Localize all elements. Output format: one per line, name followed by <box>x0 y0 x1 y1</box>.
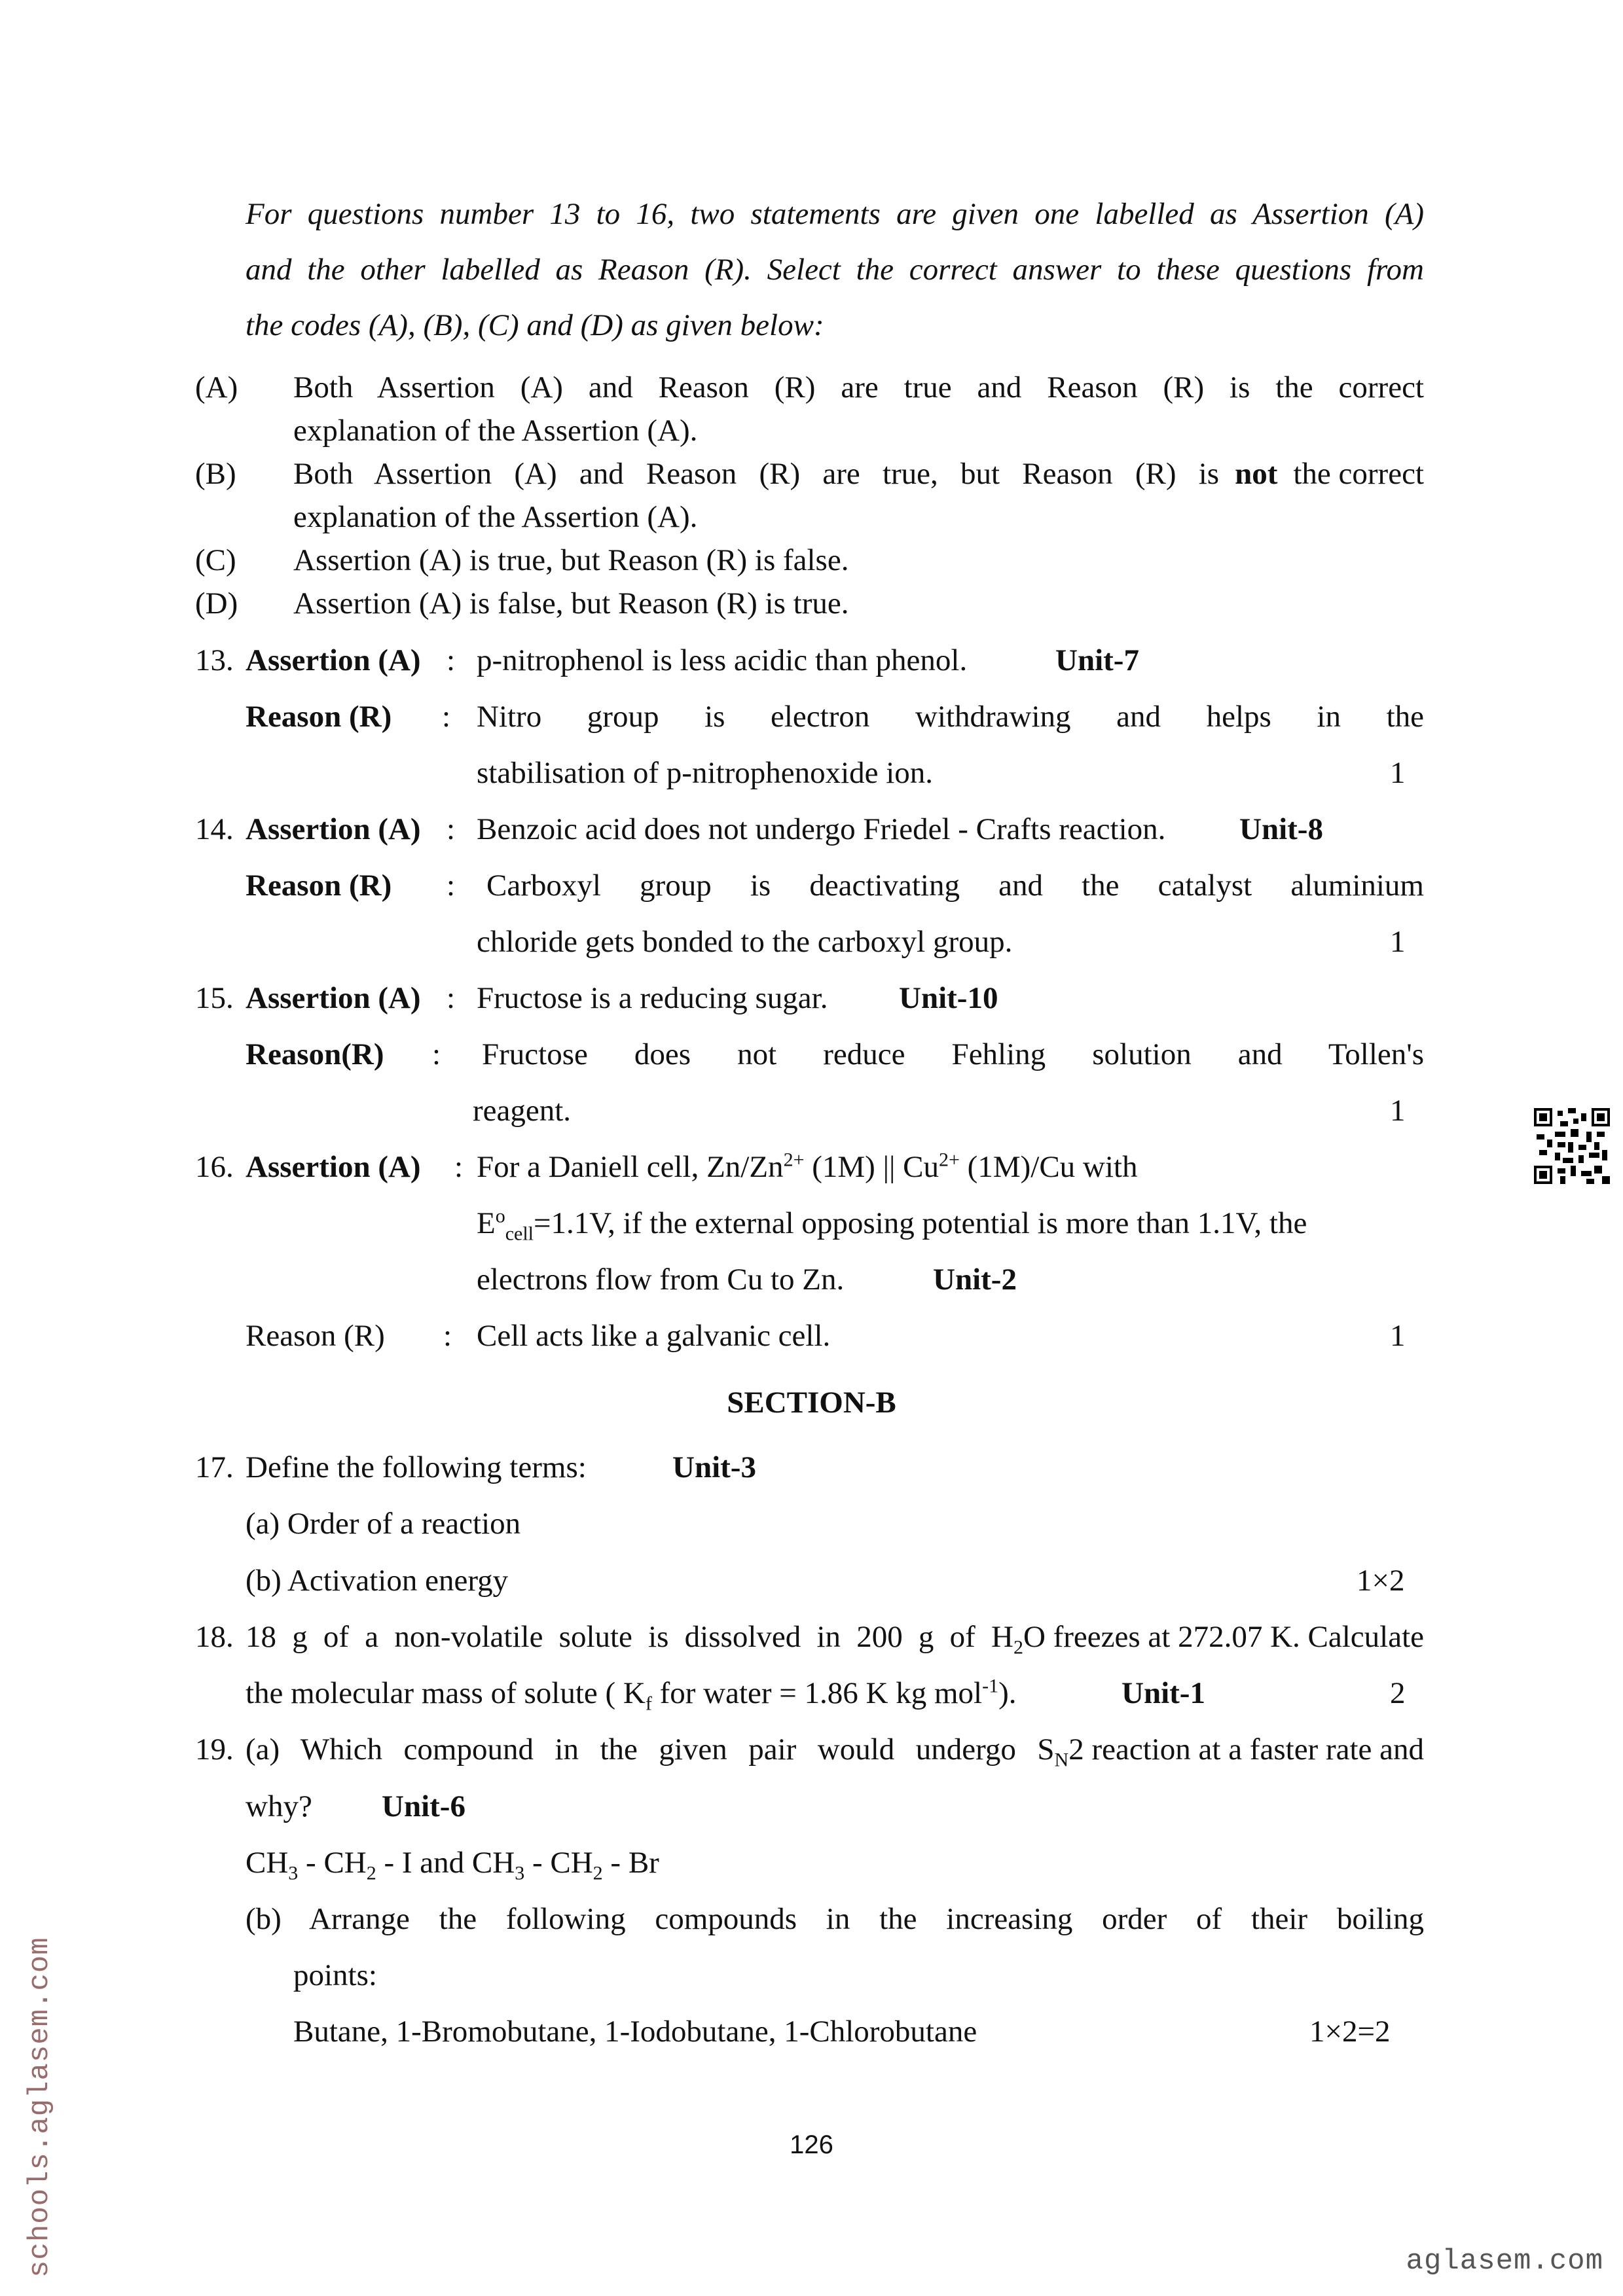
q19-chem-d: - CH <box>524 1846 593 1880</box>
q14-unit: Unit-8 <box>1239 812 1323 846</box>
code-a-line-2: explanation of the Assertion (A). <box>293 414 698 448</box>
code-d-text: Assertion (A) is false, but Reason (R) is true. <box>293 586 849 620</box>
q19-chem-pair <box>246 1845 659 1884</box>
q14-assertion-text: Benzoic acid does not undergo Friedel - Crafts reaction. <box>477 812 1166 846</box>
q16-unit: Unit-2 <box>933 1263 1017 1297</box>
q18-l2-b: for water = 1.86 K kg mol <box>651 1676 983 1710</box>
q18-number: 18. <box>195 1620 234 1654</box>
q19-chem-s4: 2 <box>593 1862 603 1884</box>
q13-number: 13. <box>195 643 234 677</box>
q18-l1-a: 18 g of a non-volatile solute is dissolved in 200 g of H <box>246 1620 1013 1654</box>
q19-a-l1-a: (a) Which compound in the given pair would undergo S <box>246 1732 1055 1767</box>
side-watermark: schools.aglasem.com <box>24 1937 56 2278</box>
q19-unit: Unit-6 <box>382 1789 465 1823</box>
q19-number: 19. <box>195 1732 234 1767</box>
q17-marks: 1×2 <box>1357 1564 1405 1598</box>
q18-l2-a: the molecular mass of solute ( K <box>246 1676 646 1710</box>
q18-l1-a-wrap <box>246 1619 1013 1655</box>
q16-reason-label: Reason (R) <box>246 1319 385 1353</box>
q14-colon-a: : <box>447 812 456 846</box>
q18-marks: 2 <box>1390 1676 1406 1710</box>
q13-colon-a: : <box>447 643 456 677</box>
q19-chem-s3: 3 <box>515 1862 525 1884</box>
q13-assertion-text: p-nitrophenol is less acidic than phenol. <box>477 643 968 677</box>
code-c-text: Assertion (A) is true, but Reason (R) is false. <box>293 543 849 577</box>
code-b-text-post: the correct <box>1293 457 1424 491</box>
q16-colon-a: : <box>454 1150 464 1184</box>
q19-chem-s2: 2 <box>366 1862 376 1884</box>
q19-marks: 1×2=2 <box>1309 2015 1391 2049</box>
q19-chem-s1: 3 <box>288 1862 299 1884</box>
q15-colon-a: : <box>447 981 456 1015</box>
code-b-line-2: explanation of the Assertion (A). <box>293 500 698 534</box>
q16-a-l1-sup2: 2+ <box>939 1149 960 1171</box>
code-label-b: (B) <box>195 457 236 491</box>
q18-l1-sub: 2 <box>1013 1636 1023 1659</box>
q18-l1-tail <box>1013 1619 1424 1659</box>
q17-part-a: (a) Order of a reaction <box>246 1507 521 1541</box>
q15-colon-r: : <box>432 1037 441 1071</box>
q16-a-l2-sup: o <box>495 1205 505 1227</box>
q16-a-l2-sub: cell <box>505 1223 534 1245</box>
q16-a-l2-a: E <box>477 1206 496 1240</box>
q14-reason-line-2: chloride gets bonded to the carboxyl group. <box>477 925 1013 959</box>
q18-line-1 <box>246 1619 1424 1659</box>
bottom-watermark: aglasem.com <box>1406 2245 1603 2278</box>
q19-a-l1-a-wrap <box>246 1732 1055 1767</box>
q16-assertion-line-1 <box>477 1149 1137 1185</box>
code-b-text-pre: Both Assertion (A) and Reason (R) are true, but Reason (R) is <box>293 457 1220 491</box>
q13-reason-line-1: Nitro group is electron withdrawing and helps in the <box>477 700 1424 734</box>
q18-l2-sub: f <box>645 1693 652 1715</box>
instruction-line-2: and the other labelled as Reason (R). Select the correct answer to these questions from <box>246 253 1424 287</box>
q16-colon-r: : <box>443 1319 452 1353</box>
qr-code-icon <box>1534 1108 1610 1184</box>
q16-a-l1-c: (1M)/Cu with <box>959 1150 1138 1184</box>
q14-number: 14. <box>195 812 234 846</box>
q19-b-line-3: Butane, 1-Bromobutane, 1-Iodobutane, 1-Chlorobutane <box>293 2015 977 2049</box>
q14-reason-line-1: Carboxyl group is deactivating and the catalyst aluminium <box>486 869 1424 903</box>
q17-unit: Unit-3 <box>672 1450 756 1484</box>
q19-chem-a: CH <box>246 1846 289 1880</box>
q16-a-l2-b: =1.1V, if the external opposing potential is more than 1.1V, the <box>534 1206 1307 1240</box>
q16-assertion-line-2 <box>477 1205 1307 1245</box>
q14-assertion-label: Assertion (A) <box>246 812 421 846</box>
q18-l2-c: ). <box>998 1676 1017 1710</box>
code-label-a: (A) <box>195 370 238 404</box>
code-b-not: not <box>1235 457 1278 491</box>
q15-assertion-label: Assertion (A) <box>246 981 421 1015</box>
q14-colon-r: : <box>447 869 456 903</box>
page-number: 126 <box>790 2130 833 2159</box>
q15-reason-line-2: reagent. <box>473 1094 572 1128</box>
q13-colon-r: : <box>442 700 451 734</box>
q13-reason-line-2: stabilisation of p-nitrophenoxide ion. <box>477 756 934 790</box>
q18-line-2 <box>246 1675 1017 1715</box>
q19-a-line-2: why? <box>246 1789 312 1823</box>
q15-marks: 1 <box>1390 1094 1406 1128</box>
q19-chem-c: - I and CH <box>376 1846 515 1880</box>
code-label-c: (C) <box>195 543 236 577</box>
q19-b-line-1: (b) Arrange the following compounds in the increasing order of their boiling <box>246 1902 1424 1936</box>
q16-a-l1-a: For a Daniell cell, Zn/Zn <box>477 1150 784 1184</box>
q18-l2-sup: -1 <box>982 1675 999 1697</box>
q19-a-line-1 <box>246 1732 1424 1771</box>
q18-unit: Unit-1 <box>1122 1676 1205 1710</box>
q17-text: Define the following terms: <box>246 1450 587 1484</box>
code-label-d: (D) <box>195 586 238 620</box>
q18-l1-b: O freezes at 272.07 K. Calculate <box>1023 1620 1424 1654</box>
q16-number: 16. <box>195 1150 234 1184</box>
q19-a-l1-b: 2 reaction at a faster rate and <box>1068 1732 1424 1767</box>
q16-a-l1-sup1: 2+ <box>783 1149 805 1171</box>
q13-unit: Unit-7 <box>1055 643 1139 677</box>
q19-chem-b: - CH <box>298 1846 367 1880</box>
section-b-heading: SECTION-B <box>727 1386 896 1420</box>
instruction-line-3: the codes (A), (B), (C) and (D) as given below: <box>246 308 824 342</box>
q17-number: 17. <box>195 1450 234 1484</box>
q14-marks: 1 <box>1390 925 1406 959</box>
q15-number: 15. <box>195 981 234 1015</box>
q15-reason-line-1: Fructose does not reduce Fehling solution and Tollen's <box>482 1037 1424 1071</box>
q13-reason-label: Reason (R) <box>246 700 392 734</box>
q15-unit: Unit-10 <box>899 981 998 1015</box>
q16-a-l1-b: (1M) || Cu <box>804 1150 939 1184</box>
q17-part-b: (b) Activation energy <box>246 1564 509 1598</box>
q19-b-line-2: points: <box>293 1958 377 1992</box>
q15-assertion-text: Fructose is a reducing sugar. <box>477 981 828 1015</box>
code-b-line-1 <box>293 456 1424 492</box>
q16-reason-text: Cell acts like a galvanic cell. <box>477 1319 831 1353</box>
q14-reason-label: Reason (R) <box>246 869 392 903</box>
q19-a-l1-tail <box>1054 1732 1424 1771</box>
instruction-line-1: For questions number 13 to 16, two statements are given one labelled as Assertion (A) <box>246 197 1424 231</box>
q15-reason-label: Reason(R) <box>246 1037 384 1071</box>
q19-chem-e: - Br <box>602 1846 659 1880</box>
q16-marks: 1 <box>1390 1319 1406 1353</box>
code-a-line-1: Both Assertion (A) and Reason (R) are true and Reason (R) is the correct <box>293 370 1424 404</box>
q13-marks: 1 <box>1390 756 1406 790</box>
q16-assertion-line-3: electrons flow from Cu to Zn. <box>477 1263 845 1297</box>
q16-assertion-label: Assertion (A) <box>246 1150 421 1184</box>
q19-a-l1-sub: N <box>1054 1749 1069 1771</box>
q13-assertion-label: Assertion (A) <box>246 643 421 677</box>
